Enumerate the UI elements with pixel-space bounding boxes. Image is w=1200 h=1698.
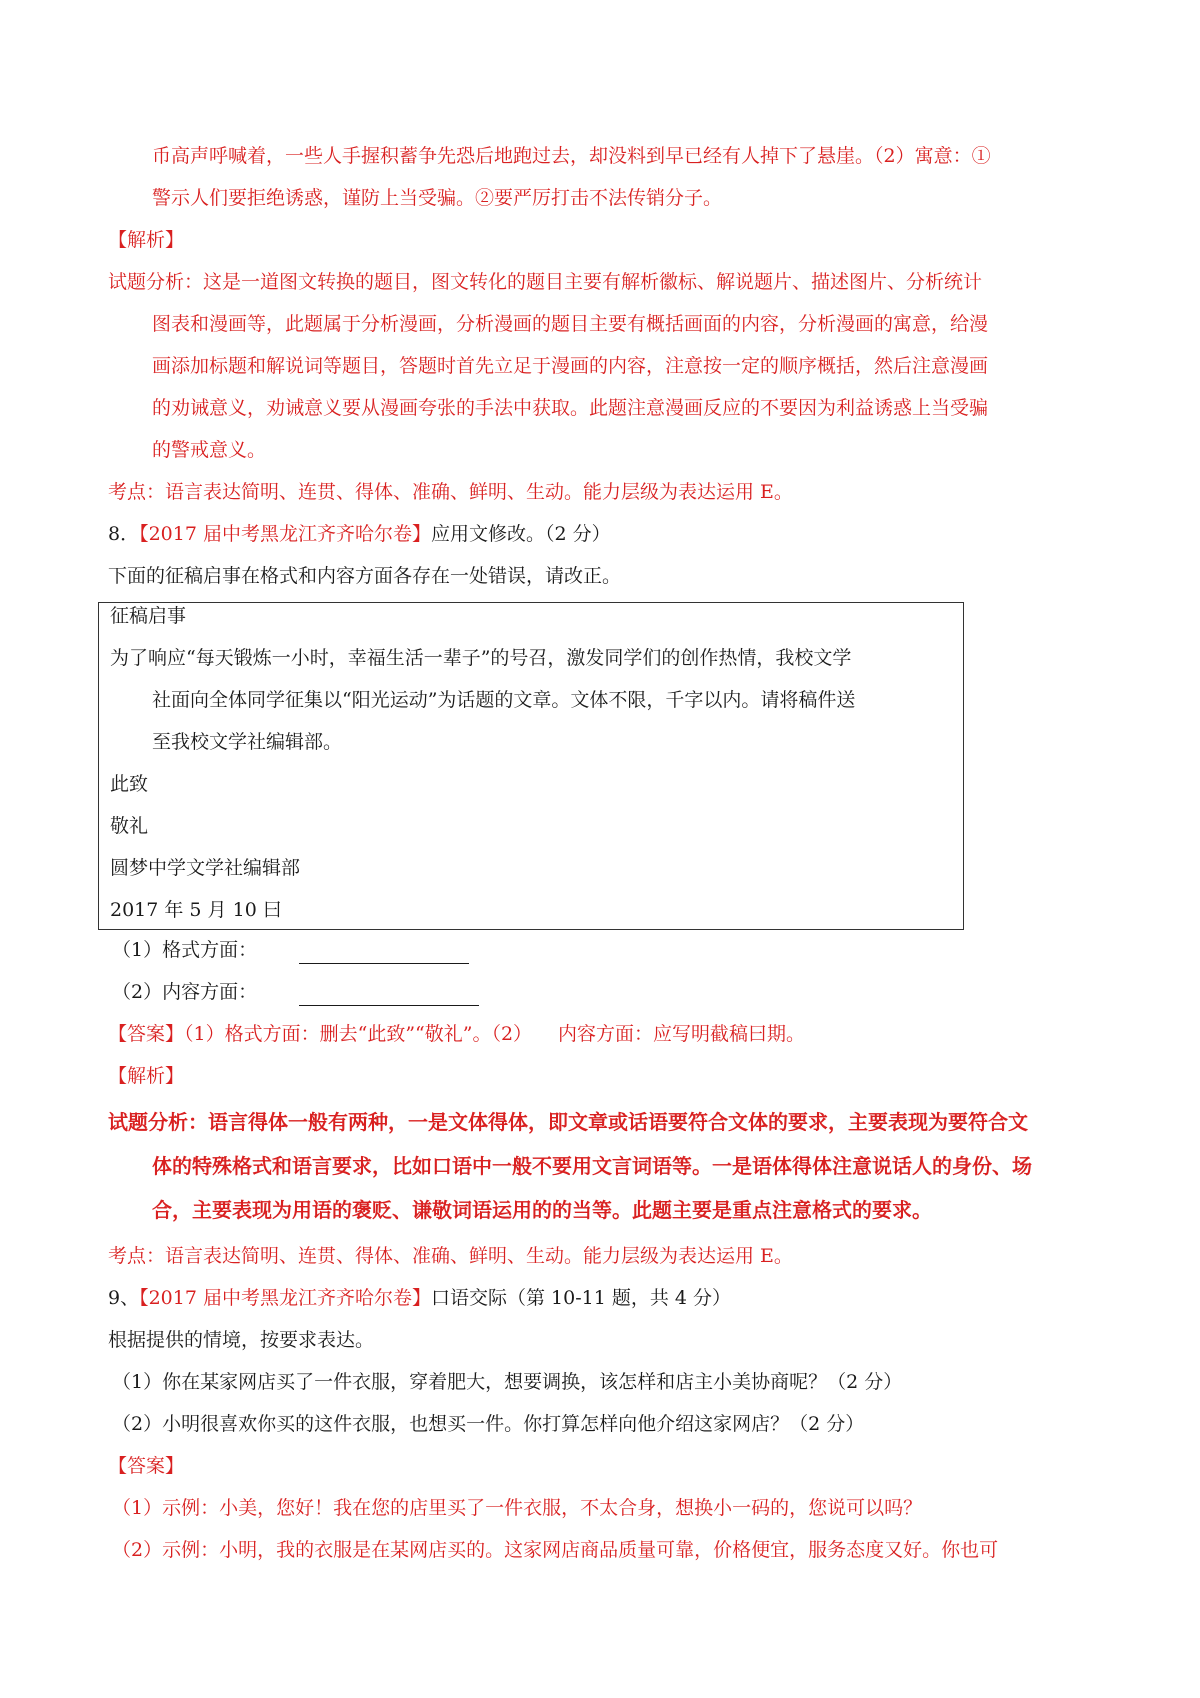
question-9-header (108, 1284, 731, 1312)
analysis-heading-1: 【解析】 (108, 229, 185, 251)
answer-tag: 【答案】 (108, 1023, 185, 1045)
analysis-line: 图表和漫画等，此题属于分析漫画，分析漫画的题目主要有概括画面的内容，分析漫画的寓意，给漫 (152, 313, 989, 335)
blank-1-line (299, 941, 469, 964)
question-9-item: （2）小明很喜欢你买的这件衣服，也想买一件。你打算怎样向他介绍这家网店？（2 分） (112, 1413, 865, 1435)
kaodian-line-1: 考点：语言表达简明、连贯、得体、准确、鲜明、生动。能力层级为表达运用 E。 (108, 481, 793, 503)
analysis-line: 试题分析：语言得体一般有两种，一是文体得体，即文章或话语要符合文体的要求，主要表现为要符合文 (108, 1110, 1028, 1134)
analysis-line: 的劝诫意义，劝诫意义要从漫画夸张的手法中获取。此题注意漫画反应的不要因为利益诱惑上当受骗 (152, 397, 989, 419)
notice-date: 2017 年 5 月 10 曰 (110, 899, 282, 921)
analysis-line: 的警戒意义。 (152, 439, 267, 461)
question-8-number: 8． (108, 523, 140, 545)
answer-part-2: 内容方面：应写明截稿曰期。 (558, 1023, 806, 1045)
blank-2-line (299, 983, 479, 1006)
blank-1-row (112, 936, 469, 964)
question-8-header (108, 520, 611, 548)
question-9-instruction: 根据提供的情境，按要求表达。 (108, 1329, 375, 1351)
question-9-answer: （2）示例：小明，我的衣服是在某网店买的。这家网店商品质量可靠，价格便宜，服务态度又好。你也可 (112, 1539, 999, 1561)
question-9-title: 口语交际（第 10-11 题，共 4 分） (431, 1287, 732, 1309)
analysis-line: 画添加标题和解说词等题目，答题时首先立足于漫画的内容，注意按一定的顺序概括，然后注意漫画 (152, 355, 989, 377)
analysis-line: 合，主要表现为用语的褒贬、谦敬词语运用的的当等。此题主要是重点注意格式的要求。 (152, 1198, 932, 1222)
answer-continuation-line-2: 警示人们要拒绝诱惑，谨防上当受骗。②要严厉打击不法传销分子。 (152, 187, 723, 209)
question-8-title: 应用文修改。（2 分） (431, 523, 611, 545)
question-8-answer (108, 1020, 805, 1048)
notice-signature: 圆梦中学文学社编辑部 (110, 857, 301, 879)
question-9-answer: （1）示例：小美，您好！我在您的店里买了一件衣服，不太合身，想换小一码的，您说可以吗？ (112, 1497, 923, 1519)
blank-1-label: （1）格式方面： (112, 939, 258, 961)
answer-tag-9: 【答案】 (108, 1455, 185, 1477)
notice-title: 征稿启事 (110, 605, 187, 627)
question-8-source: 【2017 届中考黑龙江齐齐哈尔卷】 (139, 523, 431, 545)
analysis-line: 体的特殊格式和语言要求，比如口语中一般不要用文言词语等。一是语体得体注意说话人的身份、场 (152, 1154, 1032, 1178)
question-9-source: 【2017 届中考黑龙江齐齐哈尔卷】 (139, 1287, 431, 1309)
analysis-line: 试题分析：这是一道图文转换的题目，图文转化的题目主要有解析徽标、解说题片、描述图片、分析统计 (108, 271, 983, 293)
question-8-instruction: 下面的征稿启事在格式和内容方面各存在一处错误，请改正。 (108, 565, 622, 587)
answer-continuation-line-1: 币高声呼喊着，一些人手握积蓄争先恐后地跑过去，却没料到早已经有人掉下了悬崖。（2）寓意：① (152, 145, 991, 167)
notice-cizhi: 此致 (110, 773, 149, 795)
blank-2-row (112, 978, 479, 1006)
question-9-number: 9、 (108, 1287, 140, 1309)
question-9-item: （1）你在某家网店买了一件衣服，穿着肥大，想要调换，该怎样和店主小美协商呢？（2 分） (112, 1371, 903, 1393)
answer-part-1: （1）格式方面：删去“此致”“敬礼”。（2） (184, 1023, 533, 1045)
notice-body-line: 为了响应“每天锻炼一小时，幸福生活一辈子”的号召，激发同学们的创作热情，我校文学 (110, 647, 852, 669)
blank-2-label: （2）内容方面： (112, 981, 258, 1003)
notice-body-line: 社面向全体同学征集以“阳光运动”为话题的文章。文体不限，千字以内。请将稿件送 (152, 689, 856, 711)
kaodian-line-2: 考点：语言表达简明、连贯、得体、准确、鲜明、生动。能力层级为表达运用 E。 (108, 1245, 793, 1267)
analysis-heading-2: 【解析】 (108, 1065, 185, 1087)
notice-jingli: 敬礼 (110, 815, 149, 837)
notice-body-line: 至我校文学社编辑部。 (152, 731, 343, 753)
